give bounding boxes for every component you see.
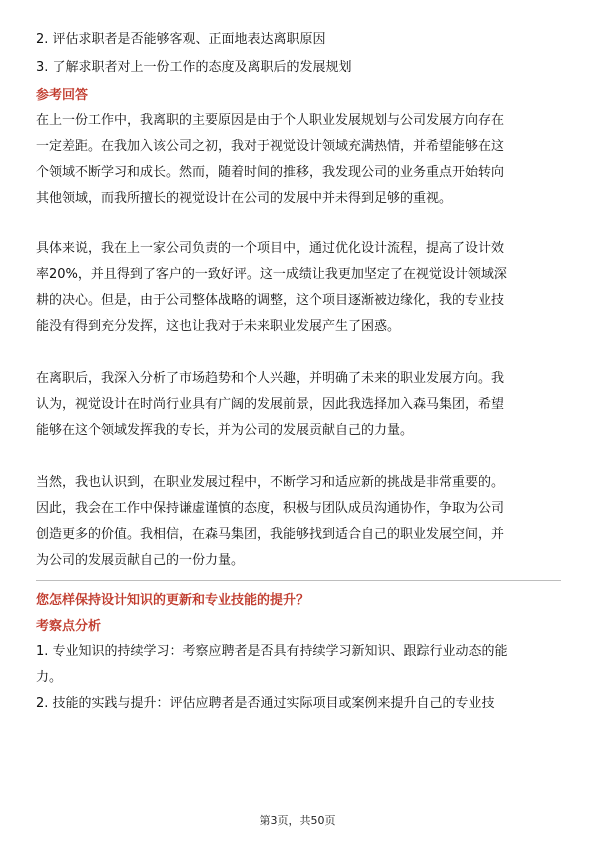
- document-page: [36, 0, 561, 717]
- interview-question: 您怎样保持设计知识的更新和专业技能的提升？: [36, 593, 310, 608]
- assessment-point-2: 2. 评估求职者是否能够客观、正面地表达离职原因: [36, 32, 326, 47]
- analysis-heading: 考察点分析: [36, 619, 102, 634]
- answer-paragraph-3: 在离职后，我深入分析了市场趋势和个人兴趣，并明确了未来的职业发展方向。我 认为，视觉设计在时尚行业具有广阔的发展前景，因此我选择加入森马集团，希望 能够在这个领域发挥我的专长，并为公司的发展贡献自己的力量。: [36, 371, 505, 438]
- assessment-point-3: 3. 了解求职者对上一份工作的态度及离职后的发展规划: [36, 60, 352, 75]
- section-divider: [36, 580, 561, 581]
- page-number-footer: 第3页，共50页: [259, 814, 336, 827]
- analysis-point-1: 1. 专业知识的持续学习：考察应聘者是否具有持续学习新知识、跟踪行业动态的能 力。: [36, 644, 508, 685]
- answer-paragraph-2: 具体来说，我在上一家公司负责的一个项目中，通过优化设计流程，提高了设计效 率20%，并且得到了客户的一致好评。这一成绩让我更加坚定了在视觉设计领域深 耕的决心。但是，由于公司整体战略的调整，这个项目逐渐被边缘化，我的专业技 能没有得到充分发挥，这也让我对于未来职业发展产生了困惑。: [36, 241, 507, 334]
- answer-paragraph-1: 在上一份工作中，我离职的主要原因是由于个人职业发展规划与公司发展方向存在 一定差距。在我加入该公司之初，我对于视觉设计领域充满热情，并希望能够在这 个领域不断学习和成长。然而，随着时间的推移，我发现公司的业务重点开始转向 其他领域，而我所擅长的视觉设计在公司的发展中并未得到足够的重视。: [36, 113, 505, 206]
- answer-paragraph-4: 当然，我也认识到，在职业发展过程中，不断学习和适应新的挑战是非常重要的。 因此，我会在工作中保持谦虚谨慎的态度，积极与团队成员沟通协作，争取为公司 创造更多的价值。我相信，在森马集团，我能够找到适合自己的职业发展空间，并 为公司的发展贡献自己的一份力量。: [36, 475, 505, 568]
- analysis-point-2: 2. 技能的实践与提升：评估应聘者是否通过实际项目或案例来提升自己的专业技: [36, 696, 495, 711]
- reference-answer-heading: 参考回答: [36, 88, 89, 103]
